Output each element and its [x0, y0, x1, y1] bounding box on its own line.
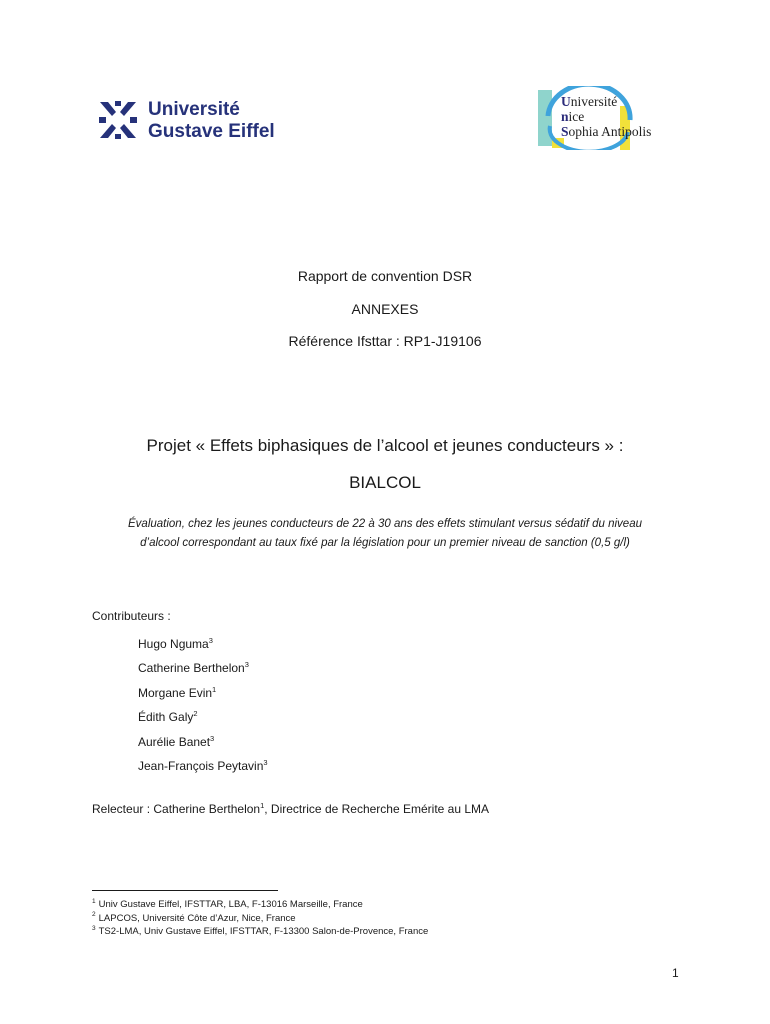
reviewer-line: Relecteur : Catherine Berthelon$^1$, Directrice de Recherche Emérite au LMA — [92, 801, 490, 816]
uge-logo — [96, 98, 306, 144]
project-description-line2: d’alcool correspondant au taux fixé par la législation pour un premier niveau de sanction (0,5 g/l) — [140, 537, 630, 549]
unice-row-2: nice — [561, 109, 585, 124]
report-type: Rapport de convention DSR — [297, 268, 473, 284]
contributor-item: Aurélie Banet$^3$ — [138, 733, 215, 749]
unice-row-3: Sophia Antipolis — [561, 124, 652, 139]
contributor-item: Hugo Nguma$^3$ — [138, 636, 213, 651]
contributor-item: Édith Galy$^2$ — [138, 709, 198, 725]
page-number: 1 — [672, 966, 679, 980]
footnote-divider — [92, 890, 278, 891]
contributor-item: Catherine Berthelon$^3$ — [138, 660, 249, 676]
report-annex: ANNEXES — [351, 301, 419, 317]
contributors-label: Contributeurs : — [92, 609, 171, 623]
uge-logo-line1: Université — [148, 99, 240, 120]
contributor-item: Morgane Evin$^1$ — [138, 684, 217, 700]
footnote-item: $^2$ LAPCOS, Université Côte d’Azur, Nice, France — [92, 911, 296, 924]
footnotes — [92, 898, 428, 939]
project-acronym: BIALCOL — [349, 473, 421, 492]
uge-emblem-icon — [96, 98, 140, 142]
footnote-item: $^3$ TS2-LMA, Univ Gustave Eiffel, IFSTTAR, F-13300 Salon-de-Provence, France — [92, 924, 429, 937]
unice-logo — [538, 86, 678, 150]
uge-logo-line2: Gustave Eiffel — [148, 121, 275, 142]
footnote-item: $^1$ Univ Gustave Eiffel, IFSTTAR, LBA, F-13016 Marseille, France — [92, 897, 363, 910]
contributors-list — [138, 636, 268, 782]
report-reference: Référence Ifsttar : RP1-J19106 — [288, 333, 482, 349]
project-description — [90, 515, 680, 553]
contributor-item: Jean-François Peytavin$^3$ — [138, 757, 268, 773]
project-title: Projet « Effets biphasiques de l’alcool et jeunes conducteurs » : — [146, 436, 624, 455]
project-description-line1: Évaluation, chez les jeunes conducteurs de 22 à 30 ans des effets stimulant versus sédatif du niveau — [128, 518, 642, 530]
unice-row-1: Université — [561, 94, 618, 109]
